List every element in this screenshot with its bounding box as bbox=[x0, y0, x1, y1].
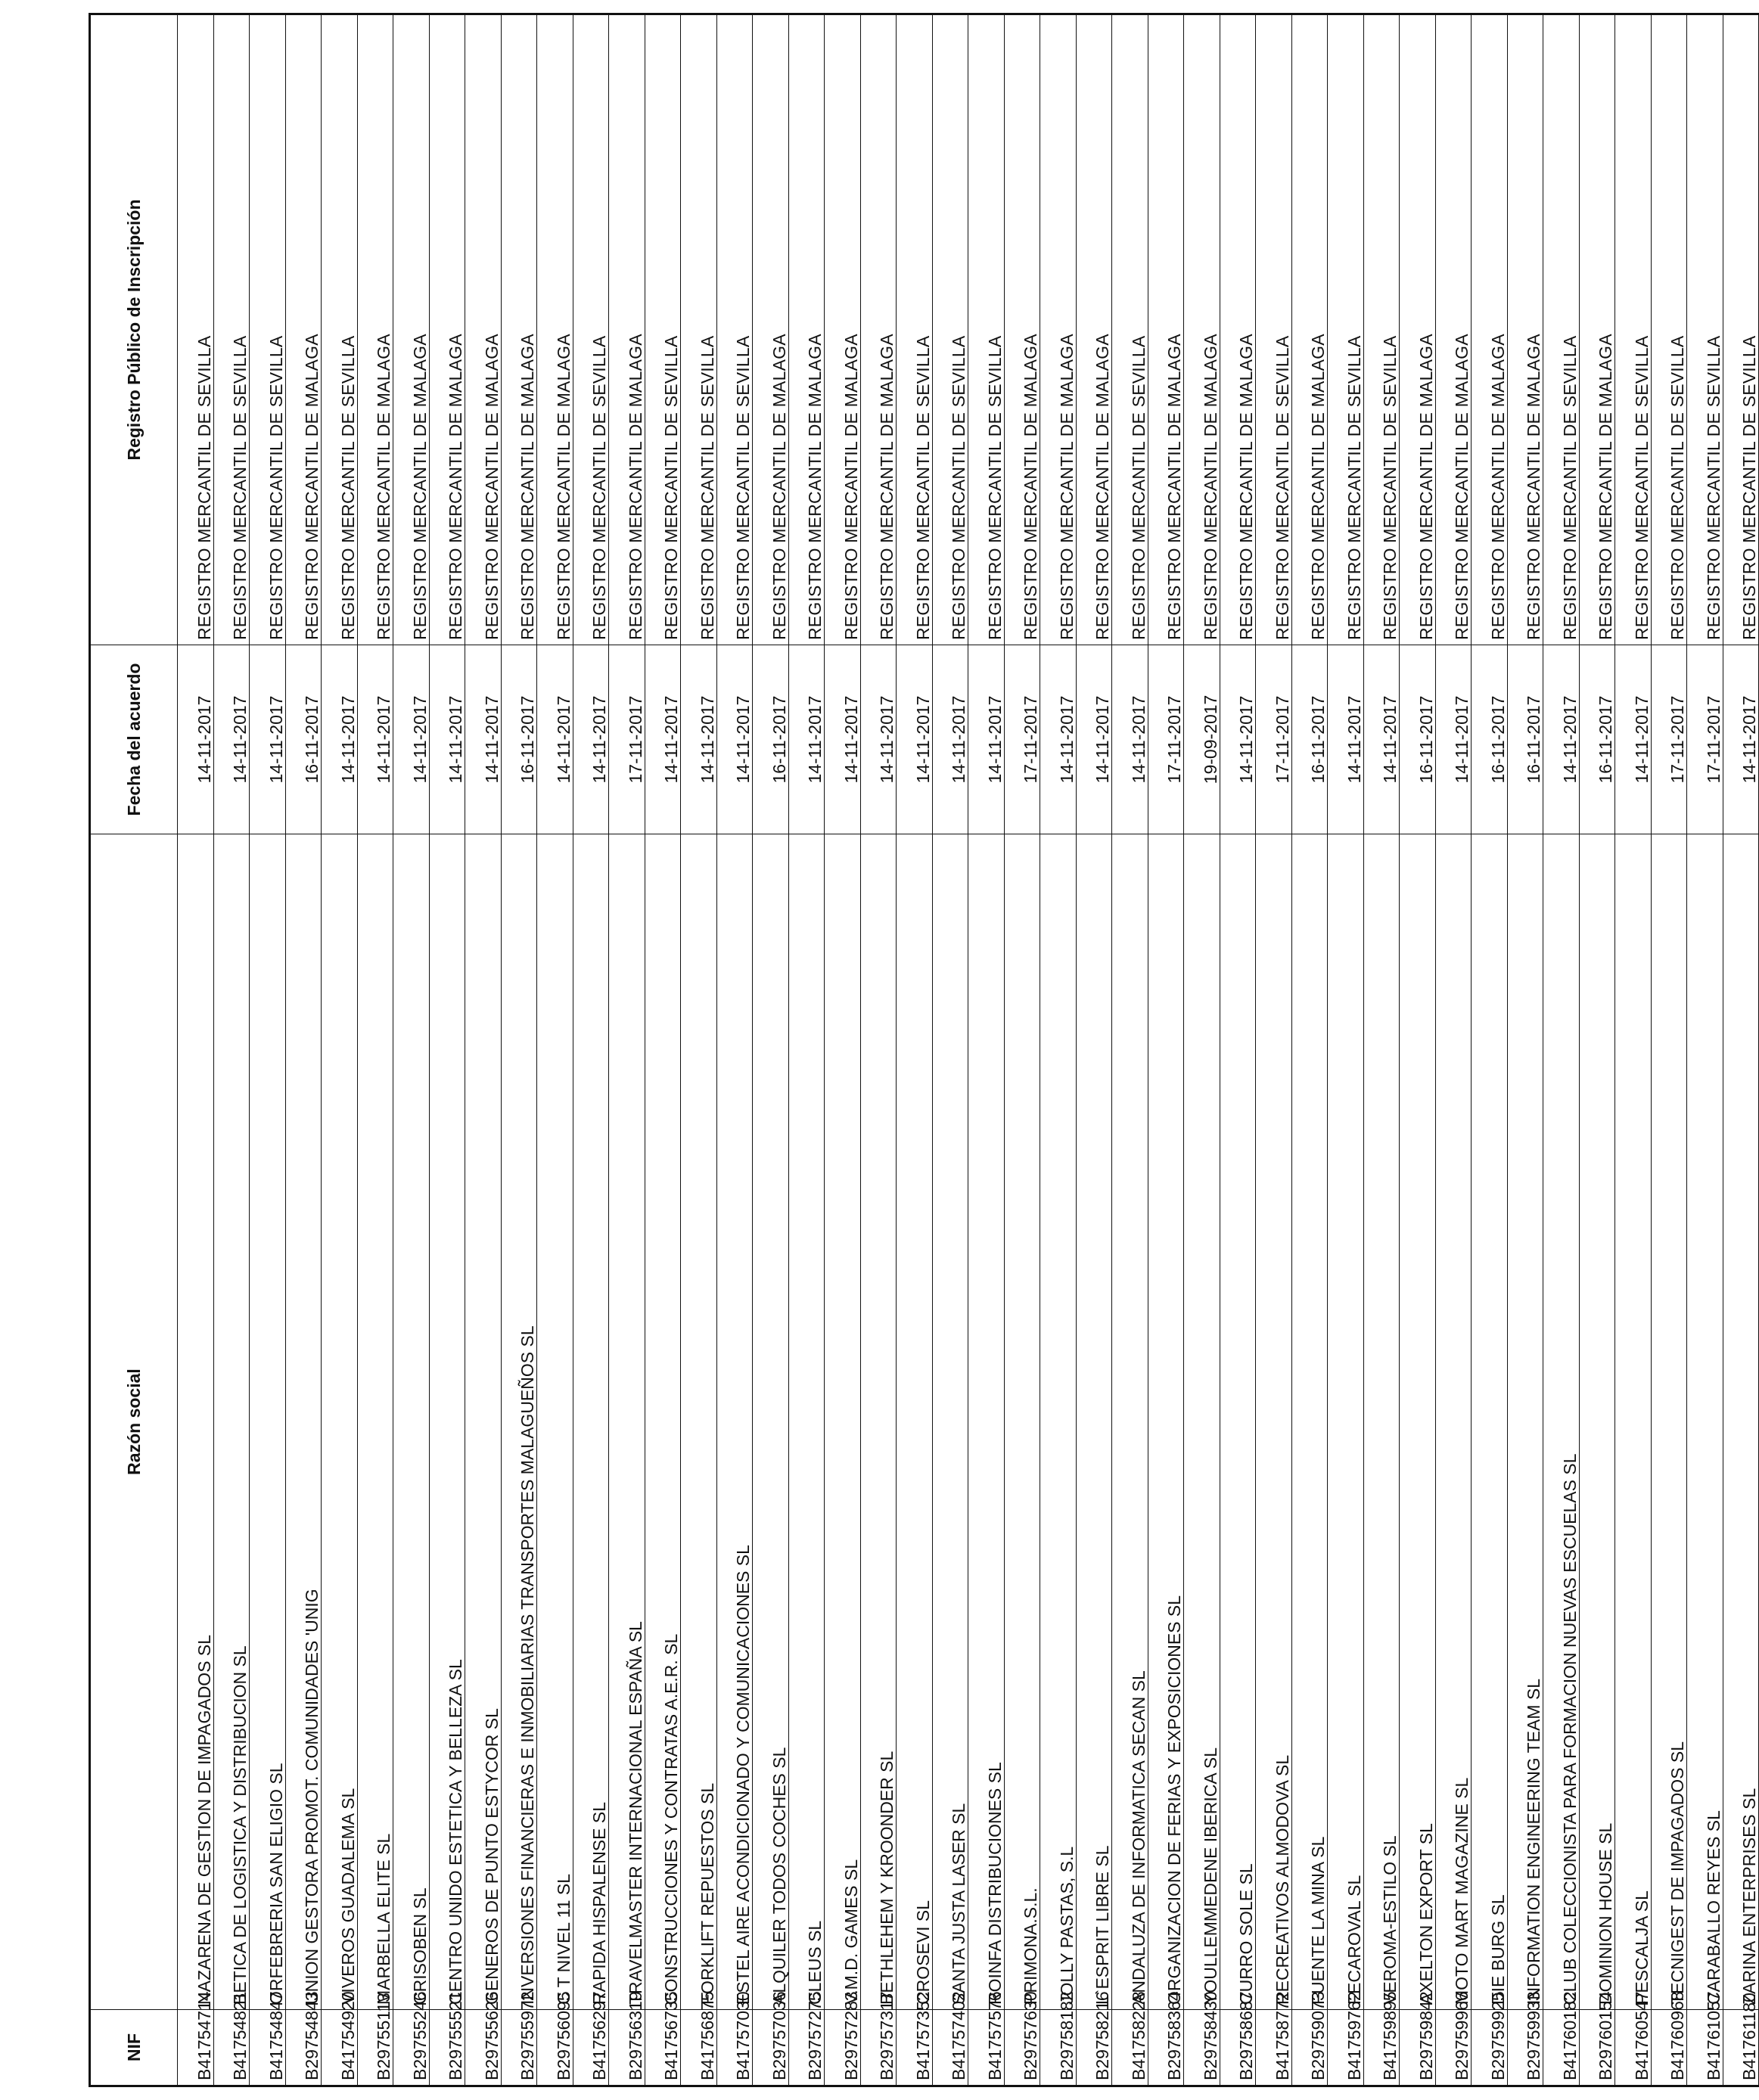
cell-nif: B29755113 bbox=[357, 2010, 393, 2086]
cell-company-name: ROINFA DISTRIBUCIONES SL bbox=[968, 834, 1005, 2010]
cell-nif: B41759762 bbox=[1328, 2010, 1364, 2086]
cell-nif: B29759966 bbox=[1435, 2010, 1472, 2086]
cell-registry: REGISTRO MERCANTIL DE SEVILLA bbox=[681, 15, 717, 645]
cell-agreement-date: 16-11-2017 bbox=[1291, 645, 1328, 834]
cell-nif: B29755972 bbox=[501, 2010, 537, 2086]
cell-agreement-date: 14-11-2017 bbox=[1363, 645, 1400, 834]
cell-nif: B29757275 bbox=[788, 2010, 825, 2086]
cell-agreement-date: 17-11-2017 bbox=[1256, 645, 1292, 834]
table-row bbox=[178, 15, 214, 2086]
table-row bbox=[1291, 15, 1328, 2086]
cell-nif: B29758430 bbox=[1184, 2010, 1220, 2086]
header-date: Fecha del acuerdo bbox=[91, 645, 178, 834]
cell-agreement-date: 14-11-2017 bbox=[860, 645, 897, 834]
rotated-table-container bbox=[90, 15, 1759, 2086]
cell-company-name: MARBELLA ELITE SL bbox=[357, 834, 393, 2010]
table-row bbox=[897, 15, 933, 2086]
table-row bbox=[825, 15, 861, 2086]
table-row bbox=[1507, 15, 1543, 2086]
cell-company-name: ORGANIZACION DE FERIAS Y EXPOSICIONES SL bbox=[1148, 834, 1184, 2010]
cell-company-name: FUENTE LA MINA SL bbox=[1291, 834, 1328, 2010]
cell-nif: B29760154 bbox=[1579, 2010, 1615, 2086]
cell-agreement-date: 14-11-2017 bbox=[465, 645, 502, 834]
cell-registry: REGISTRO MERCANTIL DE SEVILLA bbox=[573, 15, 609, 645]
cell-registry: REGISTRO MERCANTIL DE SEVILLA bbox=[645, 15, 681, 645]
cell-nif: B41760968 bbox=[1651, 2010, 1687, 2086]
cell-nif: B41754920 bbox=[322, 2010, 358, 2086]
cell-company-name: C T NIVEL 11 SL bbox=[537, 834, 573, 2010]
table-row bbox=[716, 15, 753, 2086]
cell-company-name: NAZARENA DE GESTION DE IMPAGADOS SL bbox=[178, 834, 214, 2010]
table-row bbox=[1040, 15, 1077, 2086]
table-row bbox=[1004, 15, 1040, 2086]
cell-nif: B41754821 bbox=[213, 2010, 250, 2086]
cell-nif: B41758772 bbox=[1256, 2010, 1292, 2086]
table-row bbox=[429, 15, 465, 2086]
cell-company-name: PRIMONA.S.L. bbox=[1004, 834, 1040, 2010]
cell-agreement-date: 16-11-2017 bbox=[1579, 645, 1615, 834]
cell-agreement-date: 14-11-2017 bbox=[1723, 645, 1759, 834]
cell-company-name: CARABALLO REYES SL bbox=[1687, 834, 1723, 2010]
cell-agreement-date: 14-11-2017 bbox=[897, 645, 933, 834]
cell-agreement-date: 14-11-2017 bbox=[357, 645, 393, 834]
table-row bbox=[609, 15, 645, 2086]
cell-nif: B29759925 bbox=[1472, 2010, 1508, 2086]
cell-registry: REGISTRO MERCANTIL DE MALAGA bbox=[357, 15, 393, 645]
cell-company-name: UNION GESTORA PROMOT. COMUNIDADES 'UNIG bbox=[285, 834, 322, 2010]
cell-registry: REGISTRO MERCANTIL DE MALAGA bbox=[1400, 15, 1436, 645]
table-row bbox=[1112, 15, 1148, 2086]
cell-nif: B41757030 bbox=[716, 2010, 753, 2086]
table-row bbox=[1363, 15, 1400, 2086]
cell-registry: REGISTRO MERCANTIL DE MALAGA bbox=[609, 15, 645, 645]
cell-company-name: RECREATIVOS ALMODOVA SL bbox=[1256, 834, 1292, 2010]
cell-agreement-date: 14-11-2017 bbox=[968, 645, 1005, 834]
cell-company-name: MOTO MART MAGAZINE SL bbox=[1435, 834, 1472, 2010]
cell-registry: REGISTRO MERCANTIL DE MALAGA bbox=[537, 15, 573, 645]
cell-nif: B29757283 bbox=[825, 2010, 861, 2086]
cell-agreement-date: 14-11-2017 bbox=[322, 645, 358, 834]
cell-agreement-date: 16-11-2017 bbox=[285, 645, 322, 834]
cell-registry: REGISTRO MERCANTIL DE SEVILLA bbox=[1363, 15, 1400, 645]
cell-company-name: CONSTRUCCIONES Y CONTRATAS A.E.R. SL bbox=[645, 834, 681, 2010]
cell-nif: B41761057 bbox=[1687, 2010, 1723, 2086]
cell-nif: B41761180 bbox=[1723, 2010, 1759, 2086]
cell-nif: B29759933 bbox=[1507, 2010, 1543, 2086]
cell-registry: REGISTRO MERCANTIL DE MALAGA bbox=[1579, 15, 1615, 645]
cell-nif: B41757576 bbox=[968, 2010, 1005, 2086]
cell-registry: REGISTRO MERCANTIL DE MALAGA bbox=[753, 15, 789, 645]
cell-nif: B41760547 bbox=[1615, 2010, 1652, 2086]
cell-company-name: CLEUS SL bbox=[788, 834, 825, 2010]
cell-agreement-date: 14-11-2017 bbox=[1112, 645, 1148, 834]
table-row bbox=[968, 15, 1005, 2086]
cell-registry: REGISTRO MERCANTIL DE SEVILLA bbox=[322, 15, 358, 645]
cell-nif: B29757630 bbox=[1004, 2010, 1040, 2086]
cell-company-name: VIVEROS GUADALEMA SL bbox=[322, 834, 358, 2010]
cell-company-name: ESTEL AIRE ACONDICIONADO Y COMUNICACIONES SL bbox=[716, 834, 753, 2010]
cell-company-name: V.M.D. GAMES SL bbox=[825, 834, 861, 2010]
cell-registry: REGISTRO MERCANTIL DE SEVILLA bbox=[213, 15, 250, 645]
cell-registry: REGISTRO MERCANTIL DE MALAGA bbox=[1040, 15, 1077, 645]
cell-registry: REGISTRO MERCANTIL DE MALAGA bbox=[1004, 15, 1040, 645]
cell-agreement-date: 16-11-2017 bbox=[1507, 645, 1543, 834]
cell-agreement-date: 14-11-2017 bbox=[788, 645, 825, 834]
cell-nif: B29758182 bbox=[1040, 2010, 1077, 2086]
cell-company-name: PESCALJA SL bbox=[1615, 834, 1652, 2010]
cell-registry: REGISTRO MERCANTIL DE SEVILLA bbox=[1615, 15, 1652, 645]
table-row bbox=[1723, 15, 1759, 2086]
table-row bbox=[645, 15, 681, 2086]
cell-registry: REGISTRO MERCANTIL DE SEVILLA bbox=[1328, 15, 1364, 645]
table-row bbox=[1148, 15, 1184, 2086]
cell-registry: REGISTRO MERCANTIL DE MALAGA bbox=[465, 15, 502, 645]
cell-agreement-date: 14-11-2017 bbox=[1543, 645, 1580, 834]
cell-agreement-date: 17-11-2017 bbox=[609, 645, 645, 834]
cell-company-name: INFORMATION ENGINEERING TEAM SL bbox=[1507, 834, 1543, 2010]
cell-agreement-date: 17-11-2017 bbox=[1148, 645, 1184, 834]
cell-registry: REGISTRO MERCANTIL DE SEVILLA bbox=[250, 15, 286, 645]
table-row bbox=[1579, 15, 1615, 2086]
cell-registry: REGISTRO MERCANTIL DE MALAGA bbox=[1220, 15, 1256, 645]
cell-agreement-date: 14-11-2017 bbox=[213, 645, 250, 834]
cell-agreement-date: 16-11-2017 bbox=[1472, 645, 1508, 834]
cell-registry: REGISTRO MERCANTIL DE MALAGA bbox=[1507, 15, 1543, 645]
cell-registry: REGISTRO MERCANTIL DE MALAGA bbox=[1435, 15, 1472, 645]
cell-registry: REGISTRO MERCANTIL DE MALAGA bbox=[429, 15, 465, 645]
cell-agreement-date: 14-11-2017 bbox=[681, 645, 717, 834]
registry-table bbox=[90, 14, 1759, 2086]
cell-agreement-date: 14-11-2017 bbox=[1435, 645, 1472, 834]
table-row bbox=[1651, 15, 1687, 2086]
cell-company-name: L`ESPRIT LIBRE SL bbox=[1076, 834, 1112, 2010]
table-row bbox=[1687, 15, 1723, 2086]
table-row bbox=[932, 15, 968, 2086]
cell-nif: B29754843 bbox=[285, 2010, 322, 2086]
table-row bbox=[1400, 15, 1436, 2086]
cell-registry: REGISTRO MERCANTIL DE MALAGA bbox=[825, 15, 861, 645]
table-row bbox=[860, 15, 897, 2086]
cell-agreement-date: 19-09-2017 bbox=[1184, 645, 1220, 834]
cell-company-name: DOMINION HOUSE SL bbox=[1579, 834, 1615, 2010]
cell-company-name: RAPIDA HISPALENSE SL bbox=[573, 834, 609, 2010]
cell-nif: B41758228 bbox=[1112, 2010, 1148, 2086]
cell-nif: B29755246 bbox=[393, 2010, 430, 2086]
cell-nif: B29756095 bbox=[537, 2010, 573, 2086]
table-row bbox=[788, 15, 825, 2086]
cell-registry: REGISTRO MERCANTIL DE MALAGA bbox=[1076, 15, 1112, 645]
cell-company-name: JOLLY PASTAS, S.L bbox=[1040, 834, 1077, 2010]
table-row bbox=[537, 15, 573, 2086]
cell-company-name: TECNIGEST DE IMPAGADOS SL bbox=[1651, 834, 1687, 2010]
table-row bbox=[465, 15, 502, 2086]
cell-registry: REGISTRO MERCANTIL DE SEVILLA bbox=[968, 15, 1005, 645]
table-row bbox=[501, 15, 537, 2086]
table-row bbox=[285, 15, 322, 2086]
cell-nif: B29757036 bbox=[753, 2010, 789, 2086]
cell-nif: B41757402 bbox=[932, 2010, 968, 2086]
header-row bbox=[91, 15, 178, 2086]
table-row bbox=[1220, 15, 1256, 2086]
cell-registry: REGISTRO MERCANTIL DE MALAGA bbox=[501, 15, 537, 645]
cell-nif: B41760182 bbox=[1543, 2010, 1580, 2086]
cell-agreement-date: 17-11-2017 bbox=[1004, 645, 1040, 834]
cell-agreement-date: 14-11-2017 bbox=[1220, 645, 1256, 834]
header-registry: Registro Público de Inscripción bbox=[91, 15, 178, 645]
cell-registry: REGISTRO MERCANTIL DE SEVILLA bbox=[897, 15, 933, 645]
table-row bbox=[681, 15, 717, 2086]
cell-registry: REGISTRO MERCANTIL DE SEVILLA bbox=[178, 15, 214, 645]
table-header bbox=[91, 15, 178, 2086]
cell-registry: REGISTRO MERCANTIL DE SEVILLA bbox=[1687, 15, 1723, 645]
cell-company-name: BETHLEHEM Y KROONDER SL bbox=[860, 834, 897, 2010]
cell-nif: B41754714 bbox=[178, 2010, 214, 2086]
cell-company-name: ANDALUZA DE INFORMATICA SECAN SL bbox=[1112, 834, 1148, 2010]
cell-agreement-date: 14-11-2017 bbox=[1076, 645, 1112, 834]
cell-agreement-date: 14-11-2017 bbox=[537, 645, 573, 834]
table-row bbox=[1328, 15, 1364, 2086]
cell-nif: B29758216 bbox=[1076, 2010, 1112, 2086]
cell-company-name: ZARINA ENTERPRISES SL bbox=[1723, 834, 1759, 2010]
cell-company-name: INVERSIONES FINANCIERAS E INMOBILIARIAS TRANSPORTES MALAGUEÑOS SL bbox=[501, 834, 537, 2010]
cell-registry: REGISTRO MERCANTIL DE MALAGA bbox=[393, 15, 430, 645]
cell-agreement-date: 14-11-2017 bbox=[429, 645, 465, 834]
cell-company-name: CENTRO UNIDO ESTETICA Y BELLEZA SL bbox=[429, 834, 465, 2010]
cell-nif: B29759073 bbox=[1291, 2010, 1328, 2086]
cell-nif: B29759842 bbox=[1400, 2010, 1436, 2086]
cell-agreement-date: 14-11-2017 bbox=[393, 645, 430, 834]
table-row bbox=[322, 15, 358, 2086]
cell-registry: REGISTRO MERCANTIL DE SEVILLA bbox=[716, 15, 753, 645]
cell-nif: B41754847 bbox=[250, 2010, 286, 2086]
cell-agreement-date: 14-11-2017 bbox=[932, 645, 968, 834]
cell-nif: B41757352 bbox=[897, 2010, 933, 2086]
cell-company-name: YOULLEMMEDENE IBERICA SL bbox=[1184, 834, 1220, 2010]
cell-company-name: TRAVELMASTER INTERNACIONAL ESPAÑA SL bbox=[609, 834, 645, 2010]
cell-company-name: SANTA JUSTA LASER SL bbox=[932, 834, 968, 2010]
table-row bbox=[213, 15, 250, 2086]
cell-nif: B29758687 bbox=[1220, 2010, 1256, 2086]
cell-registry: REGISTRO MERCANTIL DE SEVILLA bbox=[1543, 15, 1580, 645]
table-body bbox=[178, 15, 1759, 2086]
table-row bbox=[1472, 15, 1508, 2086]
cell-company-name: FECAROVAL SL bbox=[1328, 834, 1364, 2010]
cell-registry: REGISTRO MERCANTIL DE MALAGA bbox=[788, 15, 825, 645]
cell-registry: REGISTRO MERCANTIL DE MALAGA bbox=[1184, 15, 1220, 645]
cell-agreement-date: 14-11-2017 bbox=[178, 645, 214, 834]
cell-registry: REGISTRO MERCANTIL DE MALAGA bbox=[1472, 15, 1508, 645]
cell-registry: REGISTRO MERCANTIL DE SEVILLA bbox=[1651, 15, 1687, 645]
table-row bbox=[1256, 15, 1292, 2086]
cell-nif: B29755521 bbox=[429, 2010, 465, 2086]
table-row bbox=[1076, 15, 1112, 2086]
table-row bbox=[1615, 15, 1652, 2086]
table-row bbox=[393, 15, 430, 2086]
cell-nif: B29758364 bbox=[1148, 2010, 1184, 2086]
cell-company-name: CRISOBEN SL bbox=[393, 834, 430, 2010]
cell-nif: B29756319 bbox=[609, 2010, 645, 2086]
cell-nif: B41756735 bbox=[645, 2010, 681, 2086]
cell-agreement-date: 14-11-2017 bbox=[573, 645, 609, 834]
cell-agreement-date: 17-11-2017 bbox=[1651, 645, 1687, 834]
cell-company-name: VEROMA-ESTILO SL bbox=[1363, 834, 1400, 2010]
cell-agreement-date: 16-11-2017 bbox=[501, 645, 537, 834]
table-row bbox=[1543, 15, 1580, 2086]
cell-company-name: ALQUILER TODOS COCHES SL bbox=[753, 834, 789, 2010]
cell-agreement-date: 16-11-2017 bbox=[1400, 645, 1436, 834]
cell-company-name: CLUB COLECCIONISTA PARA FORMACION NUEVAS ESCUELAS SL bbox=[1543, 834, 1580, 2010]
header-nif: NIF bbox=[91, 2010, 178, 2086]
cell-company-name: FORKLIFT REPUESTOS SL bbox=[681, 834, 717, 2010]
cell-company-name: CROSEVI SL bbox=[897, 834, 933, 2010]
cell-agreement-date: 14-11-2017 bbox=[645, 645, 681, 834]
cell-company-name: AXELTON EXPORT SL bbox=[1400, 834, 1436, 2010]
cell-company-name: CURRO SOLE SL bbox=[1220, 834, 1256, 2010]
cell-nif: B41756297 bbox=[573, 2010, 609, 2086]
table-row bbox=[1435, 15, 1472, 2086]
cell-registry: REGISTRO MERCANTIL DE MALAGA bbox=[285, 15, 322, 645]
cell-registry: REGISTRO MERCANTIL DE MALAGA bbox=[1148, 15, 1184, 645]
cell-agreement-date: 14-11-2017 bbox=[825, 645, 861, 834]
cell-agreement-date: 14-11-2017 bbox=[250, 645, 286, 834]
cell-registry: REGISTRO MERCANTIL DE SEVILLA bbox=[1723, 15, 1759, 645]
cell-company-name: DIE BURG SL bbox=[1472, 834, 1508, 2010]
table-row bbox=[250, 15, 286, 2086]
table-row bbox=[753, 15, 789, 2086]
cell-company-name: BETICA DE LOGISTICA Y DISTRIBUCION SL bbox=[213, 834, 250, 2010]
cell-nif: B29755626 bbox=[465, 2010, 502, 2086]
cell-nif: B41759895 bbox=[1363, 2010, 1400, 2086]
table-row bbox=[573, 15, 609, 2086]
table-row bbox=[1184, 15, 1220, 2086]
cell-registry: REGISTRO MERCANTIL DE SEVILLA bbox=[932, 15, 968, 645]
cell-registry: REGISTRO MERCANTIL DE SEVILLA bbox=[1256, 15, 1292, 645]
cell-company-name: ORFEBRERIA SAN ELIGIO SL bbox=[250, 834, 286, 2010]
cell-registry: REGISTRO MERCANTIL DE MALAGA bbox=[1291, 15, 1328, 645]
cell-agreement-date: 14-11-2017 bbox=[1615, 645, 1652, 834]
cell-company-name: GENEROS DE PUNTO ESTYCOR SL bbox=[465, 834, 502, 2010]
table-row bbox=[357, 15, 393, 2086]
cell-nif: B29757317 bbox=[860, 2010, 897, 2086]
cell-agreement-date: 14-11-2017 bbox=[716, 645, 753, 834]
cell-registry: REGISTRO MERCANTIL DE MALAGA bbox=[860, 15, 897, 645]
header-name: Razón social bbox=[91, 834, 178, 2010]
cell-agreement-date: 17-11-2017 bbox=[1687, 645, 1723, 834]
cell-agreement-date: 14-11-2017 bbox=[1040, 645, 1077, 834]
cell-nif: B41756875 bbox=[681, 2010, 717, 2086]
cell-agreement-date: 16-11-2017 bbox=[753, 645, 789, 834]
cell-agreement-date: 14-11-2017 bbox=[1328, 645, 1364, 834]
cell-registry: REGISTRO MERCANTIL DE SEVILLA bbox=[1112, 15, 1148, 645]
